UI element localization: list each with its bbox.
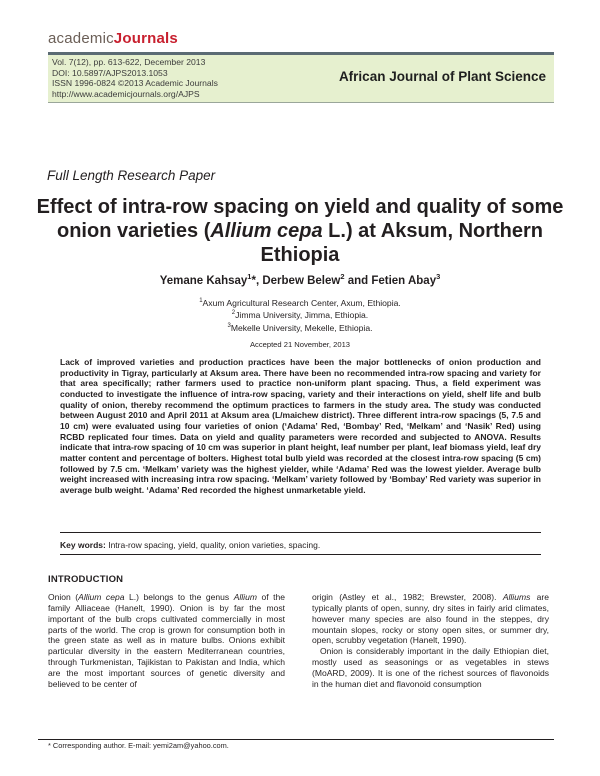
- corresponding-author-footnote: * Corresponding author. E-mail: yemi2am@yahoo.com.: [48, 741, 229, 750]
- author-list: [30, 272, 570, 287]
- journal-logo: [48, 30, 178, 47]
- affiliation: $^3$Mekelle University, Mekelle, Ethiopia.: [227, 322, 373, 333]
- paragraph: origin (Astley et al., 1982; Brewster, 2008). Alliums are typically plants of open, sunny, dry sites in fairly arid climates, however many species are also found in the steppes, dry mountain slopes, rocky or stony open sites, or summer dry, open, scrubby vegetation (Hanelt, 1990).: [312, 592, 549, 646]
- affiliations: [30, 296, 570, 333]
- footnote-rule: [38, 739, 554, 740]
- affiliation: $^1$Axum Agricultural Research Center, Axum, Ethiopia.: [199, 297, 401, 308]
- body-column-right: [312, 592, 549, 690]
- author: Yemane Kahsay$^1$*,: [159, 272, 263, 287]
- meta-volume: Vol. 7(12), pp. 613-622, December 2013: [52, 57, 206, 67]
- paper-type: Full Length Research Paper: [47, 168, 216, 183]
- body-column-left: [48, 592, 285, 690]
- author: Derbew Belew$^2$ and: [262, 272, 372, 287]
- keywords-bottom-rule: [60, 554, 541, 555]
- meta-url[interactable]: http://www.academicjournals.org/AJPS: [52, 88, 200, 99]
- meta-doi[interactable]: DOI: 10.5897/AJPS2013.1053: [52, 67, 168, 78]
- logo-text-journals: Journals: [113, 30, 178, 47]
- section-heading-introduction: INTRODUCTION: [48, 574, 124, 585]
- journal-name: African Journal of Plant Science: [338, 69, 546, 84]
- affiliation: $^2$Jimma University, Jimma, Ethiopia.: [231, 310, 369, 321]
- publication-meta: [52, 57, 218, 99]
- abstract: Lack of improved varieties and production practices have been the major bottlenecks of onion production and productivity in Tigray, particularly at Aksum area. There have been no recommended intra-row spacing and variety for that area specifically; rather farmers used to practice non-uniform plant spacing. Thus, a field experiment was conducted to investigate the influence of intra-row spacing, variety and their interactions on yield, shelf life and bulb quality of onion, thereby recommend the optimum practices to farmers in the study area. The study was conducted between August 2010 and April 2011 at Aksum area (L/maichew district). Three different intra-row spacings (5, 7.5 and 10 cm) were evaluated using four varieties of onion (‘Adama’ Red, ‘Bombay’ Red, ‘Melkam’ and ‘Nasik’ Red) using RCBD replicated four times. Data on yield and quality parameters were recorded and subjected to ANOVA. Results indicate that intra-row spacing of 10 cm was superior in plant height, leaf number per plant, leaf biomass yield, leaf dry matter content and percentage of bolters. Highest total bulb yield was recorded at the closest intra-row spacing (5 cm) followed by 7.5 cm. ‘Melkam’ variety was the highest yielder, while ‘Adama’ Red was the lowest yielder. Average bulb weight increased with increasing intra row spacing. ‘Melkam’ variety followed by ‘Bombay’ Red variety was superior in average bulb weight. ‘Adama’ Red recorded the highest unmarketable yield.: [60, 357, 541, 495]
- author: Fetien Abay$^3$: [371, 272, 441, 287]
- paragraph: Onion (Allium cepa L.) belongs to the genus Allium of the family Alliaceae (Hanelt, 1990). Onion is by far the most important of the bulb crops cultivated commercially in most parts of the world. The crop is grown for consumption both in the green state as well as in mature bulbs. Onions exhibit particular diversity in the eastern Mediterranean countries, through Turkmenistan, Tajikistan to Pakistan and India, which are the most important sources of genetic diversity and believed to be center of: [48, 592, 285, 689]
- keywords-top-rule: [60, 532, 541, 533]
- keywords: Key words: Intra-row spacing, yield, quality, onion varieties, spacing.: [60, 540, 321, 550]
- logo-text-academic: academic: [48, 30, 114, 47]
- meta-issn: ISSN 1996-0824 ©2013 Academic Journals: [52, 78, 218, 89]
- paragraph: Onion is considerably important in the daily Ethiopian diet, mostly used as seasonings or as vegetables in stews (MoARD, 2009). It is one of the richest sources of flavonoids in the human diet and flavonoid consumption: [312, 646, 549, 689]
- accepted-date: Accepted 21 November, 2013: [249, 340, 351, 349]
- paper-title: Effect of intra-row spacing on yield and quality of some onion varieties (Allium cepa L.) at Aksum, Northern Ethiopia: [36, 196, 564, 266]
- header-bottom-rule: [48, 102, 554, 103]
